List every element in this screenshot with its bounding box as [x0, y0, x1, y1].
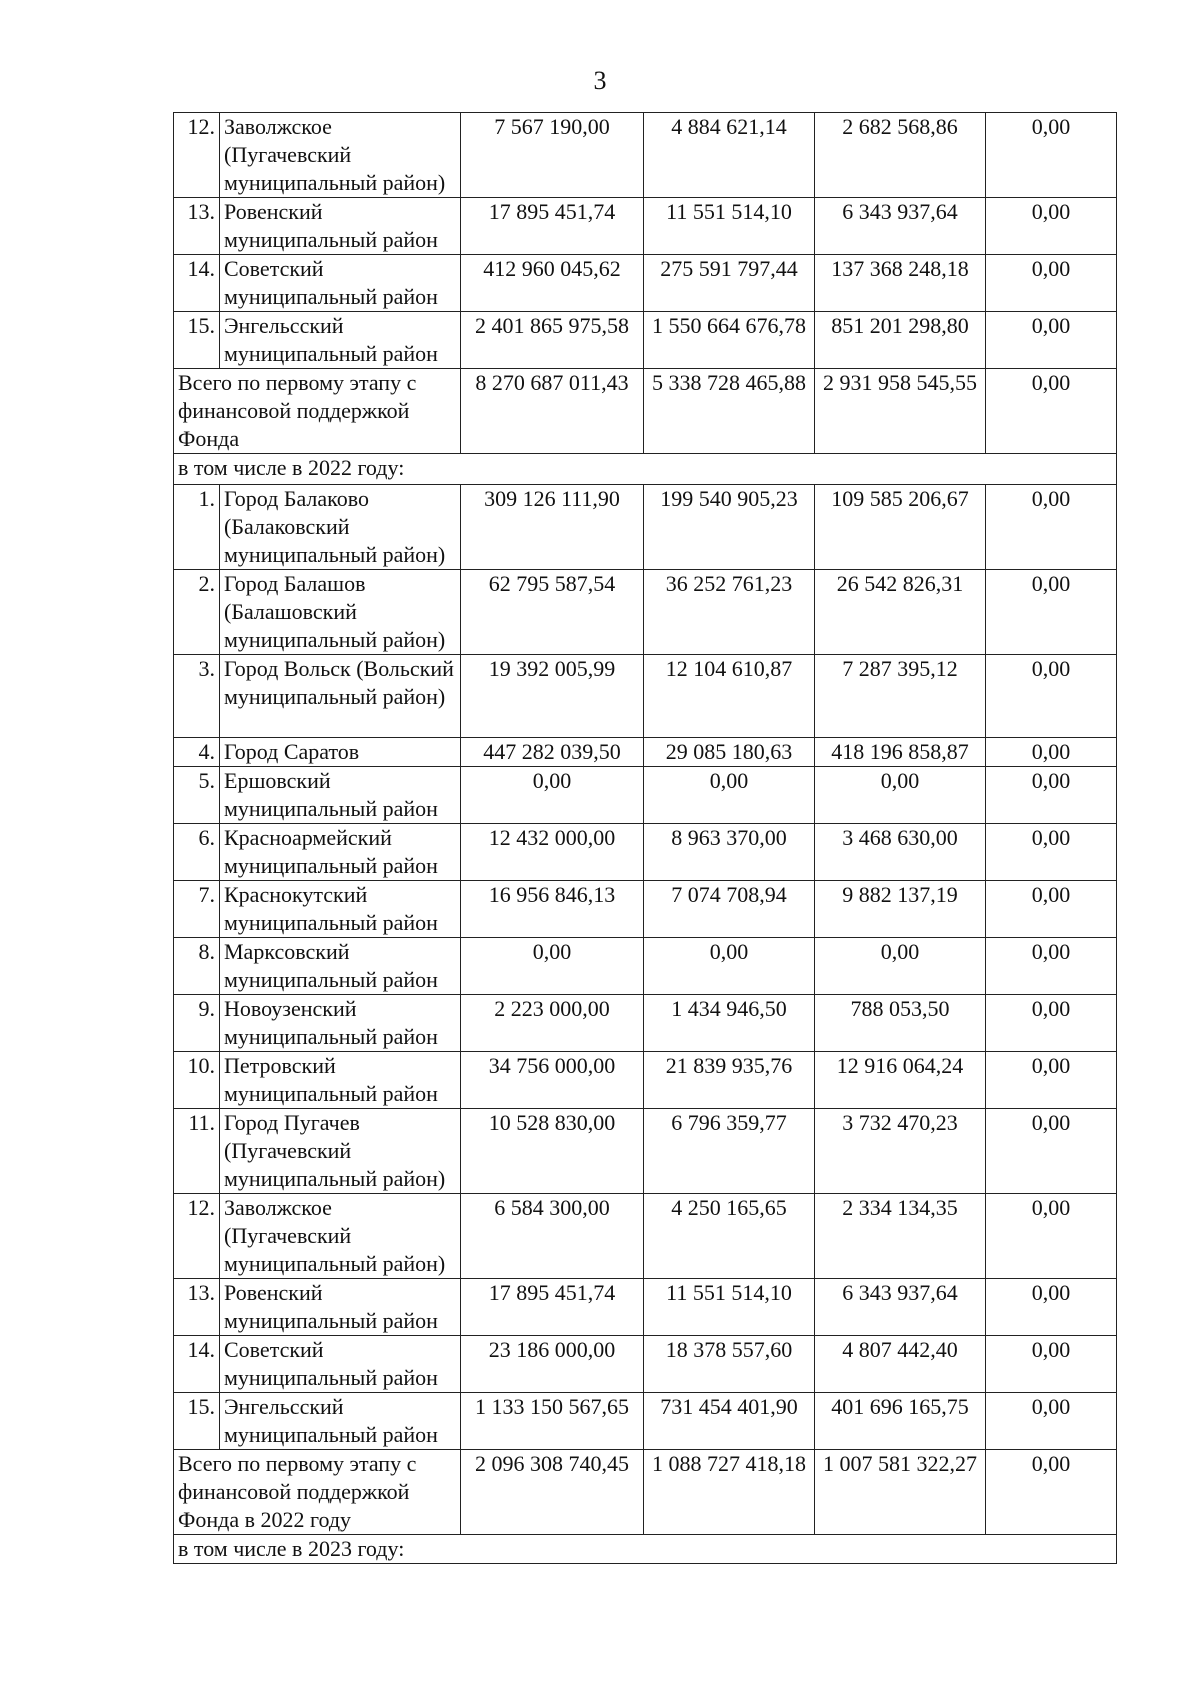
total-amount: 34 756 000,00: [461, 1052, 644, 1109]
table-row: [174, 485, 1117, 570]
row-number: 15.: [174, 1393, 220, 1450]
municipality-name: Заволжское (Пугачевский муниципальный район): [220, 113, 461, 198]
municipality-name: Ершовский муниципальный район: [220, 767, 461, 824]
table-row: [174, 1194, 1117, 1279]
municipality-name: Город Вольск (Вольский муниципальный район): [220, 655, 461, 738]
local-budget-amount: 0,00: [986, 113, 1117, 198]
total-amount: 0,00: [461, 938, 644, 995]
fund-amount: 36 252 761,23: [644, 570, 815, 655]
section-header-2023: [174, 1535, 1117, 1564]
fund-amount: 29 085 180,63: [644, 738, 815, 767]
total-row: [174, 1450, 1117, 1535]
local-budget-amount: 0,00: [986, 938, 1117, 995]
local-budget-amount: 0,00: [986, 655, 1117, 738]
table-row: [174, 824, 1117, 881]
total-amount: 16 956 846,13: [461, 881, 644, 938]
regional-budget-amount: 3 732 470,23: [815, 1109, 986, 1194]
regional-budget-amount: 788 053,50: [815, 995, 986, 1052]
local-budget-amount: 0,00: [986, 570, 1117, 655]
local-budget-amount: 0,00: [986, 369, 1117, 454]
table-row: [174, 1279, 1117, 1336]
fund-amount: 1 434 946,50: [644, 995, 815, 1052]
local-budget-amount: 0,00: [986, 198, 1117, 255]
local-budget-amount: 0,00: [986, 995, 1117, 1052]
municipality-name: Советский муниципальный район: [220, 1336, 461, 1393]
local-budget-amount: 0,00: [986, 1393, 1117, 1450]
row-number: 4.: [174, 738, 220, 767]
table-row: [174, 1393, 1117, 1450]
row-number: 12.: [174, 1194, 220, 1279]
regional-budget-amount: 418 196 858,87: [815, 738, 986, 767]
page-number: 3: [593, 66, 607, 95]
local-budget-amount: 0,00: [986, 738, 1117, 767]
row-number: 13.: [174, 1279, 220, 1336]
municipality-name: Советский муниципальный район: [220, 255, 461, 312]
total-amount: 447 282 039,50: [461, 738, 644, 767]
regional-budget-amount: 12 916 064,24: [815, 1052, 986, 1109]
table-row: [174, 738, 1117, 767]
local-budget-amount: 0,00: [986, 1052, 1117, 1109]
table-row: [174, 113, 1117, 198]
funding-table: [173, 112, 1117, 1564]
municipality-name: Ровенский муниципальный район: [220, 198, 461, 255]
total-amount: 62 795 587,54: [461, 570, 644, 655]
table-row: [174, 1336, 1117, 1393]
table-row: [174, 198, 1117, 255]
row-number: 12.: [174, 113, 220, 198]
municipality-name: Новоузенский муниципальный район: [220, 995, 461, 1052]
fund-amount: 6 796 359,77: [644, 1109, 815, 1194]
row-number: 11.: [174, 1109, 220, 1194]
table-row: [174, 938, 1117, 995]
regional-budget-amount: 137 368 248,18: [815, 255, 986, 312]
total-amount: 0,00: [461, 767, 644, 824]
regional-budget-amount: 2 334 134,35: [815, 1194, 986, 1279]
section-header-2022: [174, 454, 1117, 485]
total-amount: 6 584 300,00: [461, 1194, 644, 1279]
local-budget-amount: 0,00: [986, 1194, 1117, 1279]
row-number: 13.: [174, 198, 220, 255]
regional-budget-amount: 3 468 630,00: [815, 824, 986, 881]
section-label: в том числе в 2023 году:: [174, 1535, 1117, 1564]
regional-budget-amount: 401 696 165,75: [815, 1393, 986, 1450]
regional-budget-amount: 7 287 395,12: [815, 655, 986, 738]
total-amount: 309 126 111,90: [461, 485, 644, 570]
local-budget-amount: 0,00: [986, 1336, 1117, 1393]
local-budget-amount: 0,00: [986, 881, 1117, 938]
regional-budget-amount: 2 931 958 545,55: [815, 369, 986, 454]
row-number: 8.: [174, 938, 220, 995]
regional-budget-amount: 0,00: [815, 938, 986, 995]
fund-amount: 4 884 621,14: [644, 113, 815, 198]
fund-amount: 1 088 727 418,18: [644, 1450, 815, 1535]
local-budget-amount: 0,00: [986, 767, 1117, 824]
total-amount: 1 133 150 567,65: [461, 1393, 644, 1450]
row-number: 1.: [174, 485, 220, 570]
regional-budget-amount: 6 343 937,64: [815, 1279, 986, 1336]
regional-budget-amount: 1 007 581 322,27: [815, 1450, 986, 1535]
regional-budget-amount: 0,00: [815, 767, 986, 824]
local-budget-amount: 0,00: [986, 1109, 1117, 1194]
fund-amount: 4 250 165,65: [644, 1194, 815, 1279]
table-row: [174, 655, 1117, 738]
fund-amount: 0,00: [644, 767, 815, 824]
regional-budget-amount: 2 682 568,86: [815, 113, 986, 198]
municipality-name: Город Саратов: [220, 738, 461, 767]
regional-budget-amount: 4 807 442,40: [815, 1336, 986, 1393]
row-number: 7.: [174, 881, 220, 938]
municipality-name: Город Балашов (Балашовский муниципальный район): [220, 570, 461, 655]
local-budget-amount: 0,00: [986, 1279, 1117, 1336]
row-number: 15.: [174, 312, 220, 369]
fund-amount: 731 454 401,90: [644, 1393, 815, 1450]
local-budget-amount: 0,00: [986, 485, 1117, 570]
fund-amount: 5 338 728 465,88: [644, 369, 815, 454]
row-number: 5.: [174, 767, 220, 824]
municipality-name: Ровенский муниципальный район: [220, 1279, 461, 1336]
regional-budget-amount: 109 585 206,67: [815, 485, 986, 570]
total-amount: 12 432 000,00: [461, 824, 644, 881]
row-number: 14.: [174, 1336, 220, 1393]
fund-amount: 18 378 557,60: [644, 1336, 815, 1393]
table-row: [174, 312, 1117, 369]
local-budget-amount: 0,00: [986, 255, 1117, 312]
total-amount: 7 567 190,00: [461, 113, 644, 198]
municipality-name: Энгельсский муниципальный район: [220, 1393, 461, 1450]
municipality-name: Заволжское (Пугачевский муниципальный район): [220, 1194, 461, 1279]
total-amount: 17 895 451,74: [461, 198, 644, 255]
fund-amount: 199 540 905,23: [644, 485, 815, 570]
row-number: 2.: [174, 570, 220, 655]
table-row: [174, 881, 1117, 938]
total-row: [174, 369, 1117, 454]
fund-amount: 1 550 664 676,78: [644, 312, 815, 369]
municipality-name: Красноармейский муниципальный район: [220, 824, 461, 881]
row-number: 3.: [174, 655, 220, 738]
table-row: [174, 1109, 1117, 1194]
table-row: [174, 570, 1117, 655]
fund-amount: 0,00: [644, 938, 815, 995]
row-number: 10.: [174, 1052, 220, 1109]
row-number: 9.: [174, 995, 220, 1052]
municipality-name: Краснокутский муниципальный район: [220, 881, 461, 938]
fund-amount: 11 551 514,10: [644, 198, 815, 255]
total-amount: 8 270 687 011,43: [461, 369, 644, 454]
regional-budget-amount: 26 542 826,31: [815, 570, 986, 655]
fund-amount: 11 551 514,10: [644, 1279, 815, 1336]
total-amount: 23 186 000,00: [461, 1336, 644, 1393]
total-amount: 412 960 045,62: [461, 255, 644, 312]
total-amount: 2 223 000,00: [461, 995, 644, 1052]
regional-budget-amount: 851 201 298,80: [815, 312, 986, 369]
total-amount: 19 392 005,99: [461, 655, 644, 738]
total-amount: 10 528 830,00: [461, 1109, 644, 1194]
section-label: в том числе в 2022 году:: [174, 454, 1117, 485]
regional-budget-amount: 9 882 137,19: [815, 881, 986, 938]
fund-amount: 8 963 370,00: [644, 824, 815, 881]
total-label: Всего по первому этапу с финансовой поддержкой Фонда в 2022 году: [174, 1450, 461, 1535]
local-budget-amount: 0,00: [986, 824, 1117, 881]
fund-amount: 275 591 797,44: [644, 255, 815, 312]
row-number: 14.: [174, 255, 220, 312]
total-amount: 17 895 451,74: [461, 1279, 644, 1336]
table-row: [174, 767, 1117, 824]
fund-amount: 7 074 708,94: [644, 881, 815, 938]
municipality-name: Город Пугачев (Пугачевский муниципальный район): [220, 1109, 461, 1194]
local-budget-amount: 0,00: [986, 1450, 1117, 1535]
table-row: [174, 995, 1117, 1052]
total-label: Всего по первому этапу с финансовой поддержкой Фонда: [174, 369, 461, 454]
fund-amount: 12 104 610,87: [644, 655, 815, 738]
table-row: [174, 1052, 1117, 1109]
municipality-name: Энгельсский муниципальный район: [220, 312, 461, 369]
regional-budget-amount: 6 343 937,64: [815, 198, 986, 255]
fund-amount: 21 839 935,76: [644, 1052, 815, 1109]
total-amount: 2 401 865 975,58: [461, 312, 644, 369]
table-row: [174, 255, 1117, 312]
total-amount: 2 096 308 740,45: [461, 1450, 644, 1535]
municipality-name: Город Балаково (Балаковский муниципальный район): [220, 485, 461, 570]
municipality-name: Марксовский муниципальный район: [220, 938, 461, 995]
local-budget-amount: 0,00: [986, 312, 1117, 369]
municipality-name: Петровский муниципальный район: [220, 1052, 461, 1109]
row-number: 6.: [174, 824, 220, 881]
